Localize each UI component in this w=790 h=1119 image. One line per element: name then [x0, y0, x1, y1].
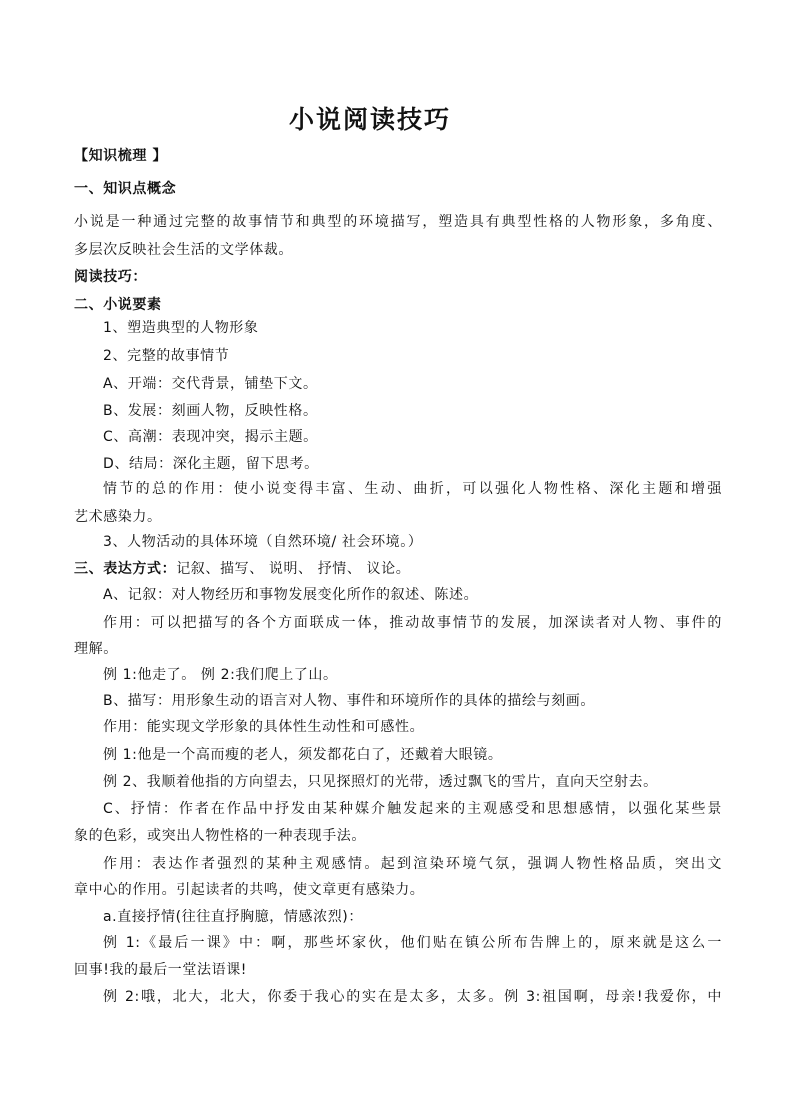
- paragraph-line: A、记叙：对人物经历和事物发展变化所作的叙述、陈述。: [103, 587, 479, 603]
- section-heading: 阅读技巧：: [74, 269, 147, 285]
- paragraph-line: 回事!我的最后一堂法语课!: [74, 962, 248, 978]
- paragraph-line: 2、完整的故事情节: [103, 348, 230, 364]
- paragraph-line: B、发展：刻画人物，反映性格。: [103, 403, 318, 419]
- paragraph-line: 艺术感染力。: [74, 509, 162, 525]
- paragraph-line: A、开端：交代背景，铺垫下文。: [103, 376, 318, 392]
- paragraph-line: 小说是一种通过完整的故事情节和典型的环境描写，塑造具有典型性格的人物形象，多角度、: [74, 214, 722, 230]
- paragraph-line: 1、塑造典型的人物形象: [103, 320, 259, 336]
- paragraph-line: 例 2:哦，北大，北大，你委于我心的实在是太多，太多。例 3:祖国啊，母亲!我爱你，中: [103, 989, 722, 1005]
- paragraph-line: 作用：表达作者强烈的某种主观感情。起到渲染环境气氛，强调人物性格品质，突出文: [103, 856, 722, 872]
- document-title: 小说阅读技巧: [288, 105, 451, 134]
- paragraph-line: 情节的总的作用：使小说变得丰富、生动、曲折，可以强化人物性格、深化主题和增强: [103, 481, 722, 497]
- paragraph-line: 例 1:《最后一课》中：啊，那些坏家伙，他们贴在镇公所布告牌上的，原来就是这么一: [103, 935, 722, 951]
- section-heading: 【知识梳理 】: [74, 148, 168, 164]
- paragraph-line: a.直接抒情(往往直抒胸臆，情感浓烈)：: [103, 909, 363, 925]
- section-heading: 三、表达方式：: [74, 561, 177, 577]
- paragraph-line: 例 1:他是一个高而瘦的老人，须发都花白了，还戴着大眼镜。: [103, 747, 503, 763]
- paragraph-line: 章中心的作用。引起读者的共鸣，使文章更有感染力。: [74, 882, 425, 898]
- paragraph-line: 作用：能实现文学形象的具体性生动性和可感性。: [103, 719, 425, 735]
- paragraph-line: B、描写：用形象生动的语言对人物、事件和环境所作的具体的描绘与刻画。: [103, 693, 596, 709]
- paragraph-line: C、高潮：表现冲突，揭示主题。: [103, 429, 318, 445]
- paragraph-line: 作用：可以把描写的各个方面联成一体，推动故事情节的发展，加深读者对人物、事件的: [103, 615, 722, 631]
- paragraph-line: 例 2、我顺着他指的方向望去，只见探照灯的光带，透过飘飞的雪片，直向天空射去。: [103, 774, 658, 790]
- section-heading: 二、小说要素: [74, 297, 162, 313]
- paragraph-line: 理解。: [74, 641, 118, 657]
- paragraph-text: 记叙、描写、 说明、 抒情、 议论。: [176, 561, 411, 577]
- section-heading-line: [74, 560, 722, 578]
- section-heading: 一、知识点概念: [74, 181, 177, 197]
- paragraph-line: 例 1:他走了。 例 2:我们爬上了山。: [103, 667, 338, 683]
- paragraph-line: C、抒情：作者在作品中抒发由某种媒介触发起来的主观感受和思想感情，以强化某些景: [103, 801, 722, 817]
- paragraph-line: 象的色彩，或突出人物性格的一种表现手法。: [74, 828, 366, 844]
- paragraph-line: 多层次反映社会生活的文学体裁。: [74, 242, 293, 258]
- paragraph-line: 3、人物活动的具体环境（自然环境/ 社会环境。）: [103, 534, 423, 550]
- paragraph-line: D、结局：深化主题，留下思考。: [103, 456, 319, 472]
